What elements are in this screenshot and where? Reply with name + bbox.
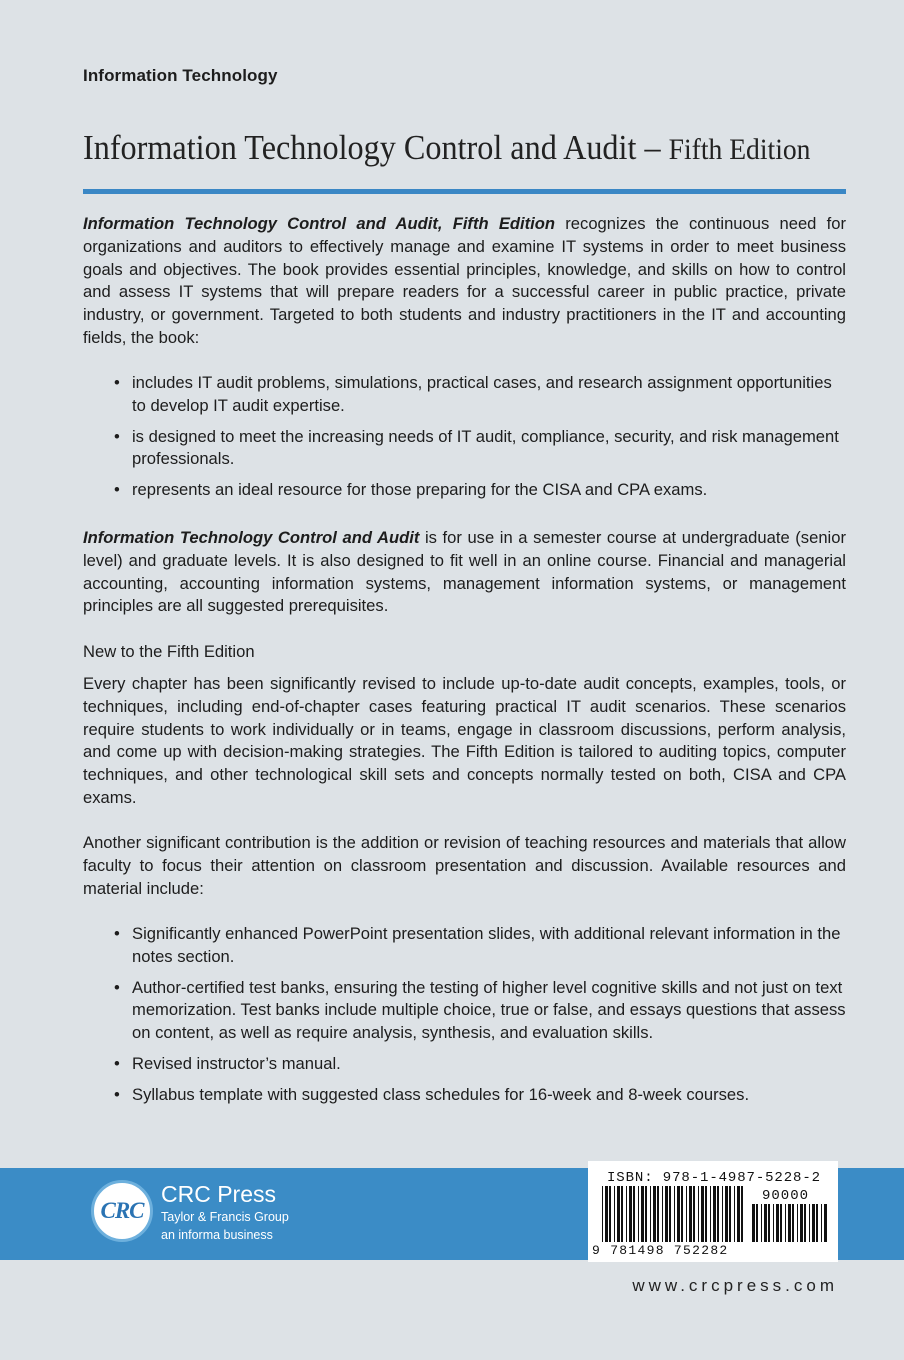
barcode-bar <box>657 1186 659 1242</box>
barcode-bar <box>737 1186 740 1242</box>
section-subheading: New to the Fifth Edition <box>83 642 255 661</box>
barcode-bar <box>629 1186 632 1242</box>
title-main: Information Technology Control and Audit <box>83 128 637 167</box>
barcode-bar <box>686 1186 687 1242</box>
barcode-bar <box>768 1204 770 1242</box>
barcode-bar <box>785 1204 786 1242</box>
barcode-bar <box>722 1186 723 1242</box>
list-item: • represents an ideal resource for those preparing for the CISA and CPA exams. <box>83 479 846 502</box>
barcode-bar <box>800 1204 803 1242</box>
isbn-number: ISBN: 978-1-4987-5228-2 <box>607 1170 821 1186</box>
resources-paragraph: Another significant contribution is the addition or revision of teaching resources and materials that allow faculty to focus their attention on classroom presentation and discussion. Available resources and material include: <box>83 833 846 898</box>
barcode-bar <box>641 1186 644 1242</box>
barcode-bar <box>614 1186 615 1242</box>
intro-text: recognizes the continuous need for organizations and auditors to effectively manage and examine IT systems in order to meet business goals and objectives. The book provides essential principles, knowledge, and skills on how to control and assess IT systems that will prepare readers for a successful career in public practice, private industry, or government. Targeted to both students and industry practitioners in the IT and accounting fields, the book: <box>83 214 846 347</box>
barcode-bar <box>764 1204 767 1242</box>
features-list <box>83 372 846 510</box>
barcode-bar <box>689 1186 692 1242</box>
list-item: • Syllabus template with suggested class schedules for 16-week and 8-week courses. <box>83 1084 846 1107</box>
bullet-icon: • <box>114 373 120 392</box>
barcode-bar <box>650 1186 651 1242</box>
bullet-icon: • <box>114 1084 120 1104</box>
barcode-bar <box>710 1186 711 1242</box>
logo-text: CRC <box>100 1198 144 1223</box>
barcode-bar <box>809 1204 810 1242</box>
bullet-icon: • <box>114 977 120 997</box>
barcode-bar <box>741 1186 743 1242</box>
publisher-name: CRC Press <box>161 1181 277 1207</box>
bullet-icon: • <box>114 1053 120 1073</box>
barcode-bar <box>701 1186 704 1242</box>
barcode-bar <box>752 1204 755 1242</box>
barcode-bar <box>812 1204 815 1242</box>
barcode-bar <box>645 1186 647 1242</box>
publisher-group: Taylor & Francis Group <box>161 1210 289 1224</box>
barcode-bar <box>621 1186 623 1242</box>
crc-logo-icon <box>91 1180 153 1242</box>
title-edition: Fifth Edition <box>668 133 811 166</box>
barcode-bar <box>725 1186 728 1242</box>
list-item: • includes IT audit problems, simulations, practical cases, and research assignment opportunities to develop IT audit expertise. <box>114 373 832 415</box>
usage-lead: Information Technology Control and Audit <box>83 528 420 547</box>
barcode-bar <box>638 1186 639 1242</box>
barcode-bar <box>824 1204 827 1242</box>
price-code: 90000 <box>762 1188 810 1204</box>
barcode-bar <box>626 1186 627 1242</box>
barcode-bar <box>816 1204 818 1242</box>
barcode-bar <box>669 1186 671 1242</box>
title-rule <box>83 189 846 194</box>
barcode-bar <box>792 1204 794 1242</box>
list-item: • is designed to meet the increasing needs of IT audit, compliance, security, and risk management professionals. <box>114 426 839 469</box>
barcode-bar <box>617 1186 620 1242</box>
barcode-bar <box>677 1186 680 1242</box>
barcode-bar <box>693 1186 695 1242</box>
barcode-bar <box>804 1204 806 1242</box>
barcode-bar <box>776 1204 779 1242</box>
barcode-digits: 9 781498 752282 <box>592 1243 729 1258</box>
bullet-icon: • <box>114 426 120 446</box>
barcode-bar <box>821 1204 822 1242</box>
list-item: • Author-certified test banks, ensuring the testing of higher level cognitive skills and not just on text memorization. Test banks include multiple choice, true or false, and essays questions that assess on content, as well as require analysis, synthesis, and evaluation skills. <box>114 977 846 1043</box>
list-item: • Significantly enhanced PowerPoint presentation slides, with additional relevant information in the notes section. <box>114 924 841 966</box>
publisher-tagline: an informa business <box>161 1228 273 1242</box>
barcode-bar <box>705 1186 707 1242</box>
bullet-icon: • <box>114 924 120 943</box>
barcode-bar <box>717 1186 719 1242</box>
barcode-icon <box>592 1186 832 1244</box>
barcode-bar <box>756 1204 758 1242</box>
resources-list <box>83 923 846 1115</box>
title-dash: – <box>636 128 669 167</box>
barcode-bar <box>674 1186 675 1242</box>
intro-paragraph <box>83 213 846 350</box>
barcode-bar <box>602 1186 603 1242</box>
intro-lead: Information Technology Control and Audit, Fifth Edition <box>83 214 556 233</box>
list-item: • Revised instructor’s manual. <box>83 1053 846 1076</box>
barcode-bar <box>698 1186 699 1242</box>
category-label: Information Technology <box>83 66 278 85</box>
barcode-bar <box>713 1186 716 1242</box>
book-title <box>83 128 811 168</box>
barcode-bar <box>609 1186 611 1242</box>
barcode-bar <box>653 1186 656 1242</box>
barcode-bar <box>729 1186 731 1242</box>
barcode-bar <box>780 1204 782 1242</box>
barcode-bar <box>662 1186 663 1242</box>
new-edition-paragraph: Every chapter has been significantly revised to include up-to-date audit concepts, examples, tools, or techniques, including end-of-chapter cases featuring practical IT audit scenarios. These scenarios require students to work individually or in teams, engage in classroom discussions, perform analysis, and come up with decision-making strategies. The Fifth Edition is tailored to auditing topics, computer techniques, and other technological skill sets and concepts normally tested on both, CISA and CPA exams. <box>83 674 846 807</box>
barcode-bar <box>665 1186 668 1242</box>
barcode-bar <box>788 1204 791 1242</box>
usage-paragraph <box>83 527 846 618</box>
barcode-bar <box>797 1204 798 1242</box>
barcode-bar <box>605 1186 608 1242</box>
barcode-bar <box>681 1186 683 1242</box>
barcode-bar <box>773 1204 774 1242</box>
publisher-url: www.crcpress.com <box>632 1276 838 1295</box>
bullet-icon: • <box>114 480 120 500</box>
barcode-bar <box>761 1204 762 1242</box>
barcode-bar <box>633 1186 635 1242</box>
barcode-bar <box>734 1186 735 1242</box>
usage-text: is for use in a semester course at undergraduate (senior level) and graduate levels. It is also designed to fit well in an online course. Financial and managerial accounting, accounting information systems, management information systems, or management principles are all suggested prerequisites. <box>83 528 846 616</box>
